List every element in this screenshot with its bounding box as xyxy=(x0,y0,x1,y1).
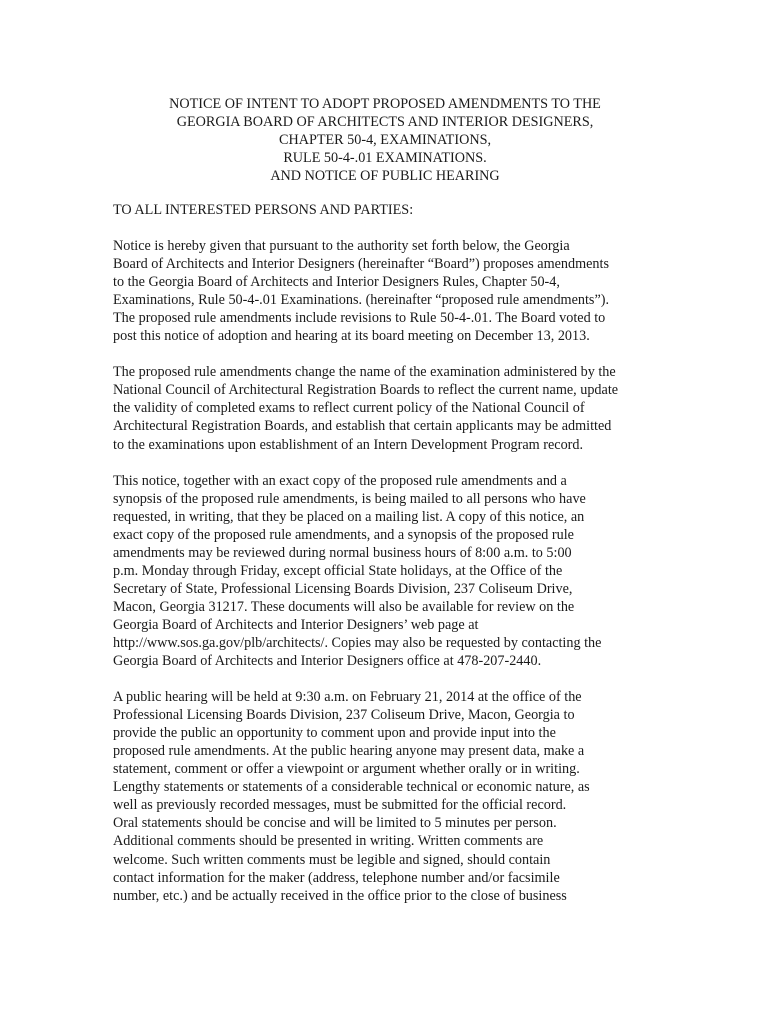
title-line: NOTICE OF INTENT TO ADOPT PROPOSED AMENDMENTS TO THE xyxy=(169,96,601,112)
text-line: statement, comment or offer a viewpoint or argument whether orally or in writing. xyxy=(113,761,580,778)
paragraph-amendments xyxy=(113,363,673,453)
paragraph-notice xyxy=(113,237,673,345)
text-line: Professional Licensing Boards Division, 237 Coliseum Drive, Macon, Georgia to xyxy=(113,707,575,724)
text-line: amendments may be reviewed during normal business hours of 8:00 a.m. to 5:00 xyxy=(113,544,572,561)
text-line: Examinations, Rule 50-4-.01 Examinations. (hereinafter “proposed rule amendments”). xyxy=(113,292,610,309)
salutation: TO ALL INTERESTED PERSONS AND PARTIES: xyxy=(113,202,414,218)
text-line: number, etc.) and be actually received in the office prior to the close of business xyxy=(113,887,567,904)
text-line: Board of Architects and Interior Designers (hereinafter “Board”) proposes amendments xyxy=(113,256,609,273)
text-line: contact information for the maker (address, telephone number and/or facsimile xyxy=(113,869,560,886)
text-line: exact copy of the proposed rule amendments, and a synopsis of the proposed rule xyxy=(113,526,574,543)
title-line: AND NOTICE OF PUBLIC HEARING xyxy=(270,168,500,184)
text-line: requested, in writing, that they be placed on a mailing list. A copy of this notice, an xyxy=(113,508,585,525)
text-line: provide the public an opportunity to comment upon and provide input into the xyxy=(113,725,556,742)
paragraph-public-hearing xyxy=(113,688,673,905)
text-line: Architectural Registration Boards, and establish that certain applicants may be admitted xyxy=(113,418,612,435)
text-line: well as previously recorded messages, must be submitted for the official record. xyxy=(113,797,567,814)
text-line: proposed rule amendments. At the public hearing anyone may present data, make a xyxy=(113,743,585,760)
text-line: Lengthy statements or statements of a considerable technical or economic nature, as xyxy=(113,779,590,796)
text-line: The proposed rule amendments change the name of the examination administered by the xyxy=(113,364,616,381)
text-line: Macon, Georgia 31217. These documents will also be available for review on the xyxy=(113,598,575,615)
text-line: Additional comments should be presented in writing. Written comments are xyxy=(113,833,544,850)
text-line: welcome. Such written comments must be legible and signed, should contain xyxy=(113,851,551,868)
text-line: This notice, together with an exact copy of the proposed rule amendments and a xyxy=(113,472,567,489)
text-line: Notice is hereby given that pursuant to the authority set forth below, the Georgia xyxy=(113,238,570,255)
text-line: to the Georgia Board of Architects and Interior Designers Rules, Chapter 50-4, xyxy=(113,274,560,291)
text-line: http://www.sos.ga.gov/plb/architects/. Copies may also be requested by contacting the xyxy=(113,634,602,651)
text-line: Oral statements should be concise and will be limited to 5 minutes per person. xyxy=(113,815,557,832)
paragraph-availability xyxy=(113,472,673,671)
title-line: RULE 50-4-.01 EXAMINATIONS. xyxy=(283,150,487,166)
text-line: p.m. Monday through Friday, except official State holidays, at the Office of the xyxy=(113,562,563,579)
text-line: Georgia Board of Architects and Interior Designers’ web page at xyxy=(113,616,479,633)
text-line: Secretary of State, Professional Licensing Boards Division, 237 Coliseum Drive, xyxy=(113,580,573,597)
title-line: CHAPTER 50-4, EXAMINATIONS, xyxy=(278,132,492,148)
text-line: post this notice of adoption and hearing at its board meeting on December 13, 2013. xyxy=(113,328,590,345)
text-line: the validity of completed exams to reflect current policy of the National Council of xyxy=(113,400,585,417)
text-line: A public hearing will be held at 9:30 a.m. on February 21, 2014 at the office of the xyxy=(113,689,582,706)
notice-title xyxy=(110,95,660,185)
notice-body xyxy=(113,201,673,923)
title-line: GEORGIA BOARD OF ARCHITECTS AND INTERIOR DESIGNERS, xyxy=(176,114,594,130)
text-line: synopsis of the proposed rule amendments, is being mailed to all persons who have xyxy=(113,490,586,507)
text-line: Georgia Board of Architects and Interior Designers office at 478-207-2440. xyxy=(113,653,542,670)
text-line: to the examinations upon establishment of an Intern Development Program record. xyxy=(113,436,584,453)
text-line: National Council of Architectural Registration Boards to reflect the current name, update xyxy=(113,382,619,399)
text-line: The proposed rule amendments include revisions to Rule 50-4-.01. The Board voted to xyxy=(113,310,606,327)
